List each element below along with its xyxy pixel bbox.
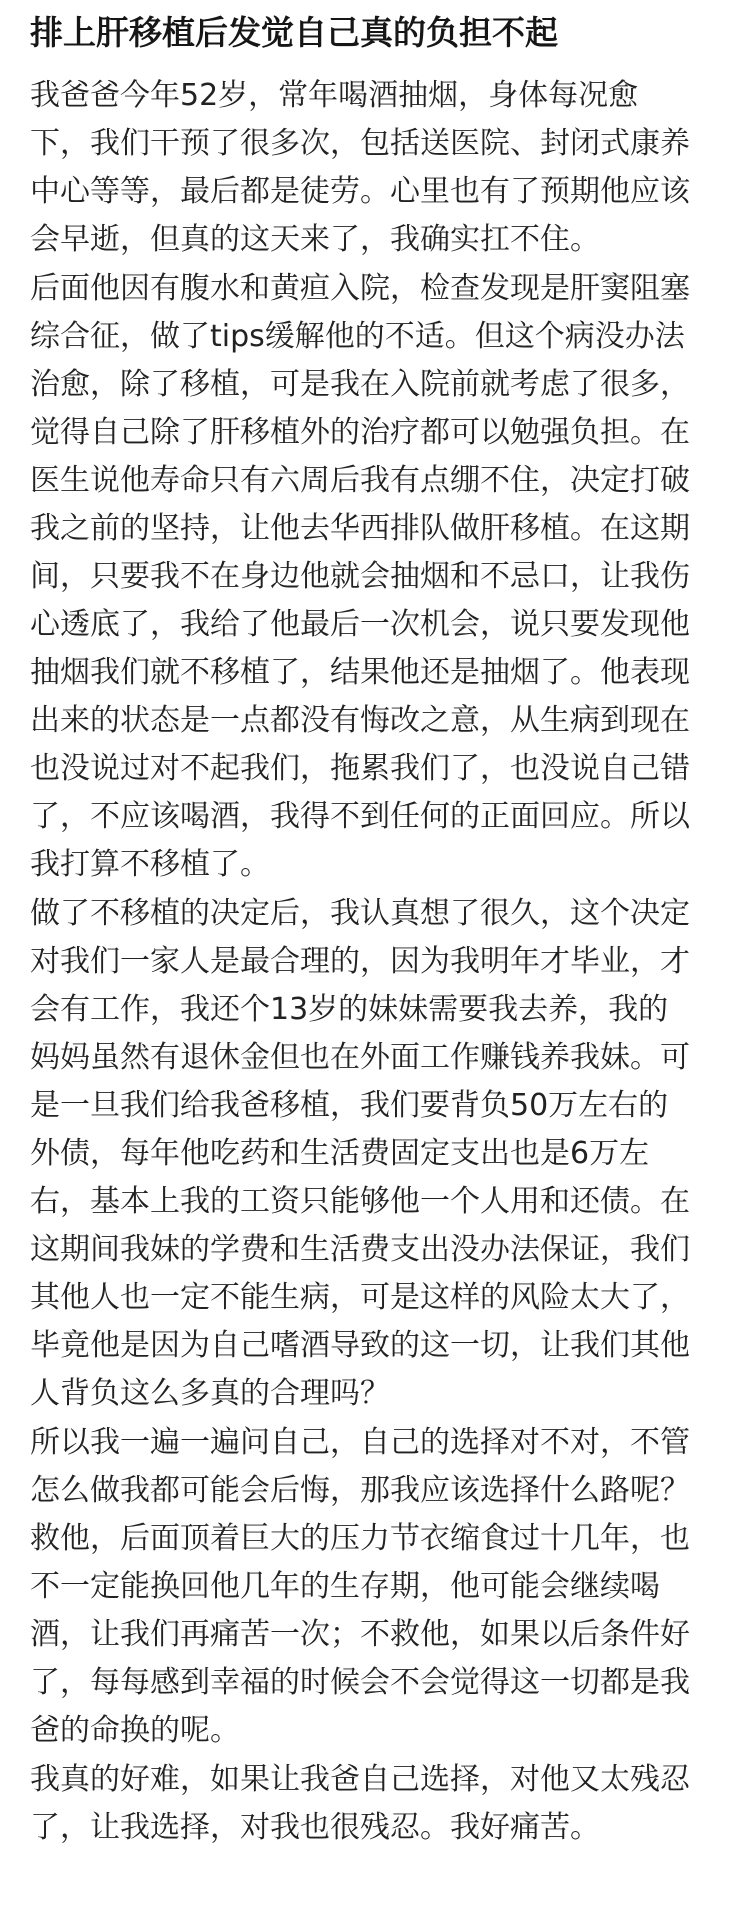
post-paragraph [30, 890, 722, 1418]
post-paragraph [30, 1756, 722, 1852]
paragraph-line: 我打算不移植了。 [30, 847, 270, 882]
paragraph-line: 下，我们干预了很多次，包括送医院、封闭式康养 [30, 126, 690, 161]
post-paragraph [30, 265, 722, 889]
paragraph-line: 做了不移植的决定后，我认真想了很久，这个决定 [30, 896, 690, 931]
paragraph-line: 这期间我妹的学费和生活费支出没办法保证，我们 [30, 1232, 690, 1267]
paragraph-line: 中心等等，最后都是徒劳。心里也有了预期他应该 [30, 174, 690, 209]
paragraph-line: 妈妈虽然有退休金但也在外面工作赚钱养我妹。可 [30, 1040, 690, 1075]
paragraph-line: 我爸爸今年52岁，常年喝酒抽烟，身体每况愈 [30, 78, 639, 113]
paragraph-line: 右，基本上我的工资只能够他一个人用和还债。在 [30, 1184, 690, 1219]
paragraph-line: 救他，后面顶着巨大的压力节衣缩食过十几年，也 [30, 1521, 690, 1556]
paragraph-line: 会有工作，我还个13岁的妹妹需要我去养，我的 [30, 992, 669, 1027]
paragraph-line: 爸的命换的呢。 [30, 1713, 240, 1748]
paragraph-line: 不一定能换回他几年的生存期，他可能会继续喝 [30, 1569, 660, 1604]
paragraph-line: 医生说他寿命只有六周后我有点绷不住，决定打破 [30, 463, 690, 498]
paragraph-line: 我之前的坚持，让他去华西排队做肝移植。在这期 [30, 511, 690, 546]
paragraph-line: 了，让我选择，对我也很残忍。我好痛苦。 [30, 1810, 600, 1845]
paragraph-line: 对我们一家人是最合理的，因为我明年才毕业，才 [30, 944, 690, 979]
paragraph-line: 治愈，除了移植，可是我在入院前就考虑了很多， [30, 367, 690, 402]
paragraph-line: 我真的好难，如果让我爸自己选择，对他又太残忍 [30, 1762, 690, 1797]
paragraph-line: 心透底了，我给了他最后一次机会，说只要发现他 [30, 607, 690, 642]
post-paragraph [30, 1419, 722, 1755]
paragraph-line: 怎么做我都可能会后悔，那我应该选择什么路呢？ [30, 1473, 690, 1508]
paragraph-line: 间，只要我不在身边他就会抽烟和不忌口，让我伤 [30, 559, 690, 594]
paragraph-line: 后面他因有腹水和黄疸入院，检查发现是肝窦阻塞 [30, 271, 690, 306]
paragraph-line: 人背负这么多真的合理吗？ [30, 1376, 390, 1411]
paragraph-line: 是一旦我们给我爸移植，我们要背负50万左右的 [30, 1088, 669, 1123]
paragraph-line: 所以我一遍一遍问自己，自己的选择对不对，不管 [30, 1425, 690, 1460]
paragraph-line: 也没说过对不起我们，拖累我们了，也没说自己错 [30, 751, 690, 786]
paragraph-line: 会早逝，但真的这天来了，我确实扛不住。 [30, 222, 600, 257]
paragraph-line: 外债，每年他吃药和生活费固定支出也是6万左 [30, 1136, 650, 1171]
paragraph-line: 抽烟我们就不移植了，结果他还是抽烟了。他表现 [30, 655, 690, 690]
post-title: 排上肝移植后发觉自己真的负担不起 [30, 13, 558, 52]
paragraph-line: 酒，让我们再痛苦一次；不救他，如果以后条件好 [30, 1617, 690, 1652]
paragraph-line: 其他人也一定不能生病，可是这样的风险太大了， [30, 1280, 690, 1315]
post-paragraph [30, 72, 722, 264]
post-body [30, 72, 722, 1852]
paragraph-line: 毕竟他是因为自己嗜酒导致的这一切，让我们其他 [30, 1328, 690, 1363]
paragraph-line: 了，不应该喝酒，我得不到任何的正面回应。所以 [30, 799, 690, 834]
paragraph-line: 觉得自己除了肝移植外的治疗都可以勉强负担。在 [30, 415, 690, 450]
paragraph-line: 出来的状态是一点都没有悔改之意，从生病到现在 [30, 703, 690, 738]
paragraph-line: 综合征，做了tips缓解他的不适。但这个病没办法 [30, 319, 685, 354]
paragraph-line: 了，每每感到幸福的时候会不会觉得这一切都是我 [30, 1665, 690, 1700]
